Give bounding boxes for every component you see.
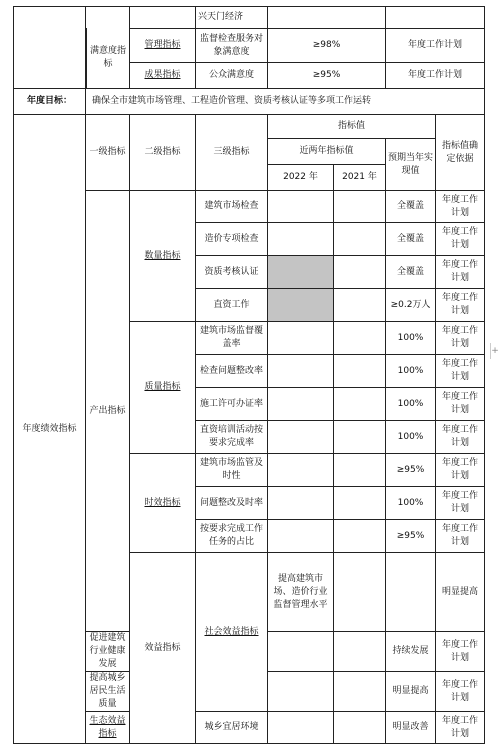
level2-quantity: 数量指标 bbox=[130, 191, 196, 322]
empty-cell bbox=[334, 388, 386, 421]
header-recent-two-years: 近两年指标值 bbox=[268, 139, 386, 165]
indicator-basis: 年度工作计划 bbox=[436, 672, 485, 712]
indicator-value: 明显提高 bbox=[386, 672, 436, 712]
empty-cell bbox=[334, 289, 386, 322]
indicator-name: 施工许可办证率 bbox=[196, 388, 268, 421]
indicator-value: 全覆盖 bbox=[386, 191, 436, 223]
empty-cell bbox=[268, 632, 334, 672]
indicator-value: ≥95% bbox=[268, 63, 386, 89]
empty-cell bbox=[334, 672, 386, 712]
indicator-name: 资质考核认证 bbox=[196, 256, 268, 289]
indicator-value: ≥95% bbox=[386, 454, 436, 487]
indicator-basis: 年度工作计划 bbox=[436, 454, 485, 487]
level1-output: 产出指标 bbox=[86, 191, 130, 632]
annual-performance-label: 年度绩效指标 bbox=[14, 115, 86, 744]
indicator-value: 100% bbox=[386, 355, 436, 388]
empty-cell bbox=[268, 487, 334, 520]
empty-cell bbox=[268, 355, 334, 388]
indicator-value: ≥95% bbox=[386, 520, 436, 553]
indicator-basis: 年度工作计划 bbox=[436, 256, 485, 289]
indicator-basis: 年度工作计划 bbox=[436, 355, 485, 388]
empty-cell bbox=[334, 256, 386, 289]
empty-cell bbox=[334, 454, 386, 487]
header-level2: 二级指标 bbox=[130, 115, 196, 191]
empty-cell bbox=[334, 421, 386, 454]
header-level1: 一级指标 bbox=[86, 115, 130, 191]
indicator-basis: 年度工作计划 bbox=[436, 289, 485, 322]
indicator-name: 建筑市场检查 bbox=[196, 191, 268, 223]
header-basis: 指标值确定依据 bbox=[436, 115, 485, 191]
sub-indicator: 管理指标 bbox=[130, 29, 196, 63]
empty-cell bbox=[334, 355, 386, 388]
indicator-value: 100% bbox=[386, 388, 436, 421]
annual-goal-row bbox=[14, 89, 485, 115]
empty-cell bbox=[268, 454, 334, 487]
empty-cell bbox=[334, 191, 386, 223]
indicator-name: 提高建筑市场、造价行业监督管理水平 bbox=[268, 553, 334, 632]
indicator-name: 按要求完成工作任务的占比 bbox=[196, 520, 268, 553]
indicator-basis: 年度工作计划 bbox=[436, 520, 485, 553]
indicator-basis: 年度工作计划 bbox=[436, 223, 485, 256]
empty-cell bbox=[334, 553, 386, 632]
indicator-basis: 年度工作计划 bbox=[436, 322, 485, 355]
empty-cell bbox=[386, 7, 485, 29]
level2-social: 社会效益指标 bbox=[196, 553, 268, 712]
indicator-basis: 年度工作计划 bbox=[436, 487, 485, 520]
empty-cell bbox=[268, 322, 334, 355]
sub-indicator: 成果指标 bbox=[130, 63, 196, 89]
indicator-basis: 年度工作计划 bbox=[386, 29, 485, 63]
indicator-basis: 年度工作计划 bbox=[436, 191, 485, 223]
indicator-value: 全覆盖 bbox=[386, 256, 436, 289]
empty-cell bbox=[130, 7, 196, 29]
indicator-value: ≥0.2万人 bbox=[386, 289, 436, 322]
empty-cell bbox=[334, 223, 386, 256]
empty-cell bbox=[334, 487, 386, 520]
indicator-basis: 年度工作计划 bbox=[386, 63, 485, 89]
indicator-name: 促进建筑行业健康发展 bbox=[86, 632, 130, 672]
empty-cell bbox=[268, 712, 334, 744]
indicator-name: 提高城乡居民生活质量 bbox=[86, 672, 130, 712]
empty-cell bbox=[14, 7, 86, 89]
indicator-name: 直资工作 bbox=[196, 289, 268, 322]
indicator-name: 建筑市场监督覆盖率 bbox=[196, 322, 268, 355]
indicator-name: 城乡宜居环境 bbox=[196, 712, 268, 744]
header-year-2021: 2021 年 bbox=[334, 165, 386, 191]
indicator-value: ≥98% bbox=[268, 29, 386, 63]
table-row bbox=[14, 7, 485, 29]
indicator-basis: 年度工作计划 bbox=[436, 421, 485, 454]
indicator-name: 建筑市场监管及时性 bbox=[196, 454, 268, 487]
level2-eco: 生态效益指标 bbox=[86, 712, 130, 744]
header-expected: 预期当年实现值 bbox=[386, 139, 436, 191]
indicator-name: 造价专项检查 bbox=[196, 223, 268, 256]
empty-cell bbox=[334, 632, 386, 672]
empty-cell bbox=[268, 421, 334, 454]
level2-timeliness: 时效指标 bbox=[130, 454, 196, 553]
empty-cell bbox=[386, 553, 436, 632]
annual-goal-text: 确保全市建筑市场管理、工程造价管理、资质考核认证等多项工作运转 bbox=[86, 89, 485, 115]
indicator-name: 公众满意度 bbox=[196, 63, 268, 89]
side-mark-icon: + bbox=[490, 343, 499, 359]
header-level3: 三级指标 bbox=[196, 115, 268, 191]
empty-cell bbox=[334, 520, 386, 553]
indicator-value: 100% bbox=[386, 487, 436, 520]
empty-cell bbox=[268, 672, 334, 712]
grey-cell bbox=[268, 289, 334, 322]
indicator-basis: 年度工作计划 bbox=[436, 388, 485, 421]
empty-cell bbox=[268, 7, 386, 29]
empty-cell bbox=[268, 223, 334, 256]
indicator-value: 持续发展 bbox=[386, 632, 436, 672]
indicator-value: 明显改善 bbox=[386, 712, 436, 744]
performance-table bbox=[13, 6, 485, 744]
indicator-name: 监督检查服务对象满意度 bbox=[196, 29, 268, 63]
indicator-name: 直资培训活动按要求完成率 bbox=[196, 421, 268, 454]
indicator-basis: 年度工作计划 bbox=[436, 712, 485, 744]
satisfaction-category: 满意度指标 bbox=[86, 28, 130, 88]
continued-text: 兴天门经济 bbox=[196, 7, 268, 29]
indicator-name: 检查问题整改率 bbox=[196, 355, 268, 388]
header-year-2022: 2022 年 bbox=[268, 165, 334, 191]
indicator-value: 100% bbox=[386, 421, 436, 454]
indicator-value: 100% bbox=[386, 322, 436, 355]
empty-cell bbox=[268, 388, 334, 421]
indicator-name: 问题整改及时率 bbox=[196, 487, 268, 520]
empty-cell bbox=[268, 191, 334, 223]
indicator-value: 明显提高 bbox=[436, 553, 485, 632]
empty-cell bbox=[334, 712, 386, 744]
empty-cell bbox=[268, 520, 334, 553]
header-row bbox=[14, 115, 485, 139]
grey-cell bbox=[268, 256, 334, 289]
indicator-value: 全覆盖 bbox=[386, 223, 436, 256]
level1-benefit: 效益指标 bbox=[130, 553, 196, 744]
indicator-basis: 年度工作计划 bbox=[436, 632, 485, 672]
level2-quality: 质量指标 bbox=[130, 322, 196, 454]
header-indicator-value: 指标值 bbox=[268, 115, 436, 139]
empty-cell bbox=[334, 322, 386, 355]
annual-goal-label: 年度目标： bbox=[14, 89, 86, 115]
